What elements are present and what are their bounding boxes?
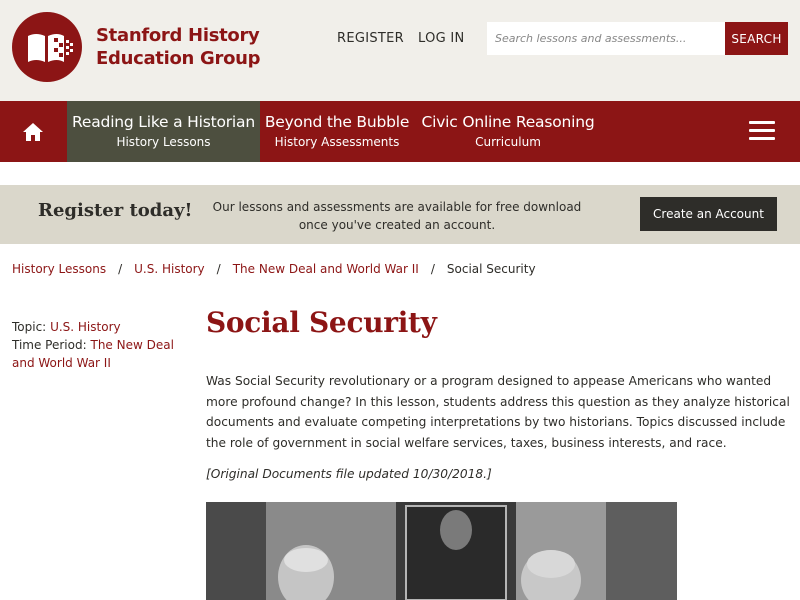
page-title: Social Security [206,306,437,339]
breadcrumb-separator: / [118,262,123,276]
home-button[interactable] [0,101,66,162]
site-header [0,0,800,101]
topic-label: Topic: [12,320,47,334]
banner-title: Register today! [38,200,193,221]
nav-item-label: Reading Like a Historian [72,113,255,131]
login-link[interactable]: LOG IN [418,31,465,46]
org-name-line1: Stanford History [96,25,260,46]
banner-text-line1: Our lessons and assessments are available for free download [212,200,582,214]
nav-item-sublabel: History Lessons [116,135,211,149]
time-period-link-line2[interactable]: and World War II [12,356,111,370]
historical-photo [206,502,677,600]
nav-reading-like-a-historian[interactable] [67,101,260,162]
nav-item-sublabel: Curriculum [475,135,541,149]
topic-link[interactable]: U.S. History [50,320,121,334]
nav-item-label: Civic Online Reasoning [421,113,595,131]
main-nav [0,101,800,162]
hamburger-menu-icon[interactable] [749,121,775,141]
breadcrumb-separator: / [430,262,435,276]
search-input[interactable] [487,22,725,55]
nav-item-sublabel: History Assessments [274,135,400,149]
search-button[interactable]: SEARCH [725,22,788,55]
time-period-label: Time Period: [12,338,87,352]
nav-beyond-the-bubble[interactable] [262,101,412,162]
lesson-meta-sidebar [12,318,192,372]
banner-text-line2: once you've created an account. [298,218,496,232]
org-name-line2: Education Group [96,48,261,69]
create-account-button[interactable]: Create an Account [640,197,777,231]
banner-text [212,198,582,234]
org-name[interactable] [96,24,260,70]
breadcrumb-separator: / [216,262,221,276]
home-icon [22,122,44,142]
breadcrumb [12,262,536,276]
breadcrumb-current: Social Security [446,262,536,276]
register-link[interactable]: REGISTER [337,31,404,46]
breadcrumb-new-deal-wwii[interactable]: The New Deal and World War II [232,262,419,276]
breadcrumb-us-history[interactable]: U.S. History [134,262,205,276]
logo-book-icon[interactable] [12,12,82,82]
documents-update-note: [Original Documents file updated 10/30/2018.] [206,467,492,481]
nav-item-label: Beyond the Bubble [264,113,410,131]
breadcrumb-history-lessons[interactable]: History Lessons [12,262,107,276]
time-period-link-line1[interactable]: The New Deal [90,338,174,352]
nav-civic-online-reasoning[interactable] [418,101,598,162]
lesson-intro: Was Social Security revolutionary or a program designed to appease Americans who wanted more profound change? In this lesson, students address this question as they analyze historical documents and evaluate competing interpretations by two historians. Topics discussed include the role of government in social welfare services, taxes, business interests, and race. [206,374,790,450]
